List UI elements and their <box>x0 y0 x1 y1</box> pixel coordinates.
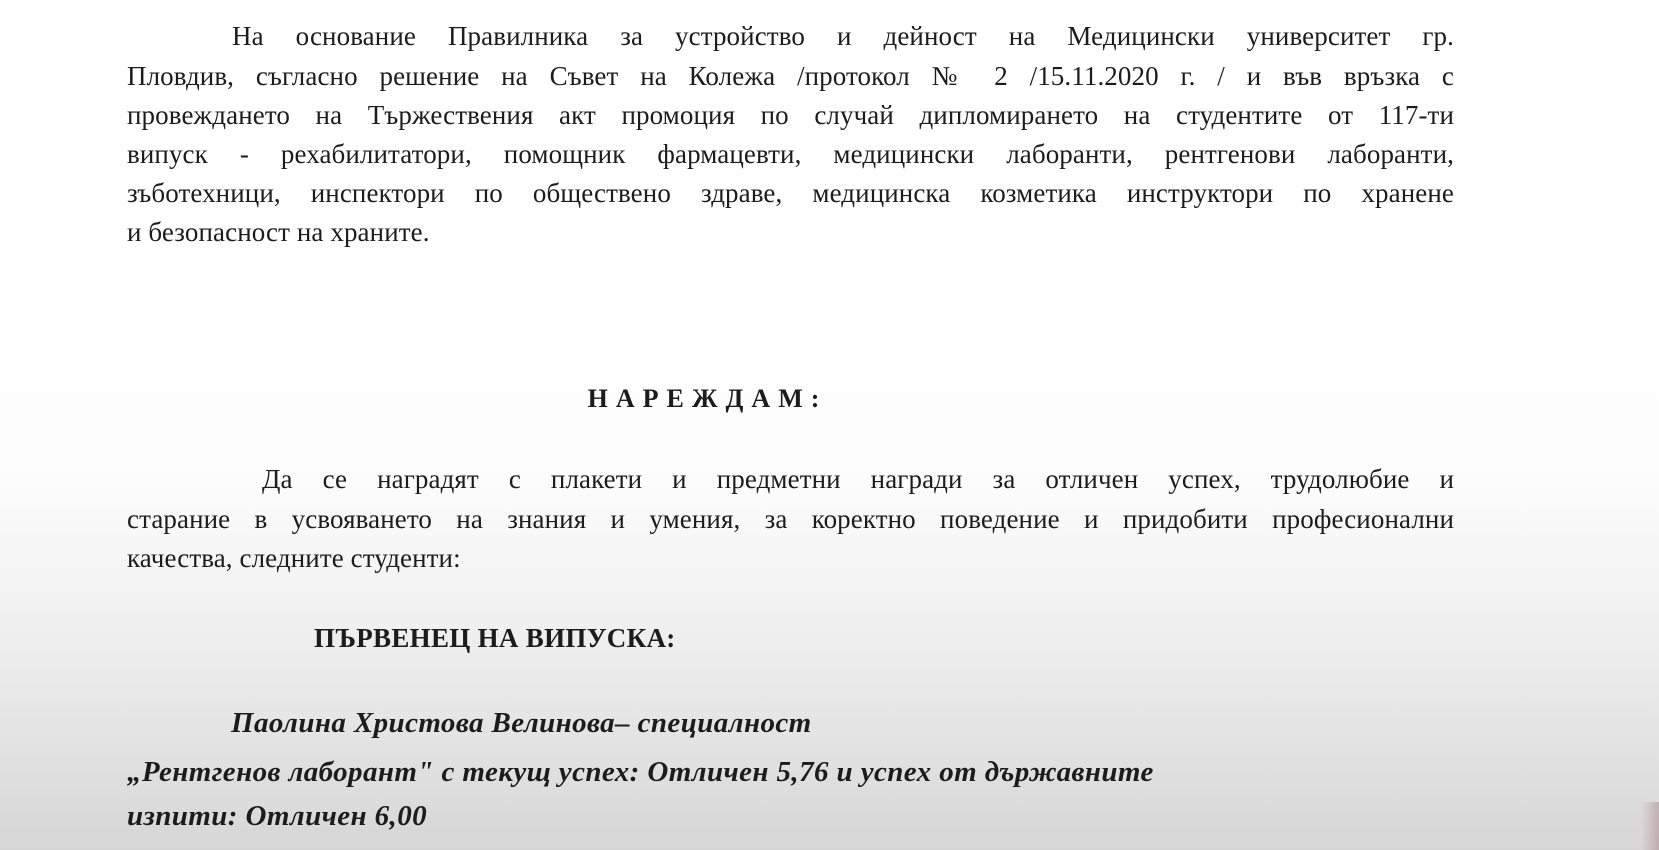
preamble-line-2: Пловдив, съгласно решение на Съвет на Колежа /протокол № 2 /15.11.2020 г. / и във връзка с <box>127 61 1454 91</box>
order-body-line-1: Да се наградят с плакети и предметни награди за отличен успех, трудолюбие и <box>262 464 1454 494</box>
preamble-line-5: зъботехници, инспектори по обществено здраве, медицинска козметика инструктори по хранене <box>127 178 1454 208</box>
preamble-line-4: випуск - рехабилитатори, помощник фармацевти, медицински лаборанти, рентгенови лаборанти, <box>127 139 1454 169</box>
order-body-line-3: качества, следните студенти: <box>127 543 461 573</box>
award-line-1: Паолина Христова Велинова– специалност <box>231 707 812 739</box>
award-line-2: „Рентгенов лаборант" с текущ успех: Отличен 5,76 и успех от държавните <box>127 756 1154 788</box>
preamble-line-1: На основание Правилника за устройство и дейност на Медицински университет гр. <box>232 21 1454 51</box>
page-edge-mark <box>1641 802 1659 850</box>
section-title: ПЪРВЕНЕЦ НА ВИПУСКА: <box>314 623 676 653</box>
preamble-line-3: провеждането на Тържествения акт промоция по случай дипломирането на студентите от 117-ти <box>127 100 1454 130</box>
order-heading: НАРЕЖДАМ: <box>587 384 828 413</box>
preamble-line-6: и безопасност на храните. <box>127 217 430 247</box>
award-line-3: изпити: Отличен 6,00 <box>127 800 427 832</box>
order-body-line-2: старание в усвояването на знания и умения, за коректно поведение и придобити професионални <box>127 504 1454 534</box>
